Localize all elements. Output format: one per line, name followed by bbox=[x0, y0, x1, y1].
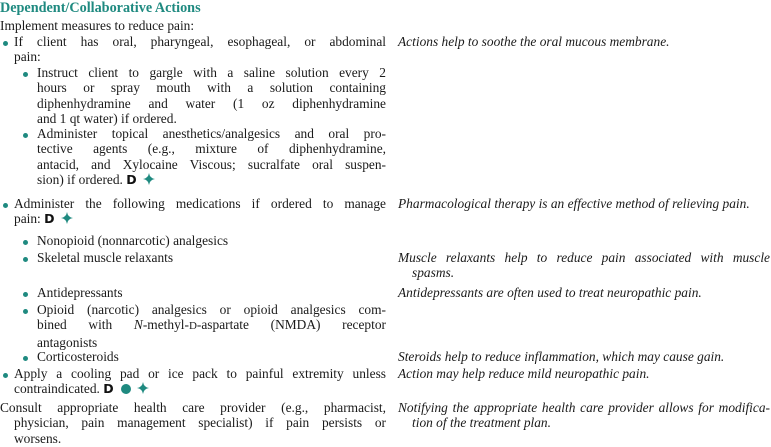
rationale-consult: Notifying the appropriate health care provider allows for modifica- tion of the treatment plan. bbox=[398, 400, 770, 431]
intro-text: Implement measures to reduce pain: bbox=[0, 18, 195, 33]
list-item-antidepressants: Antidepressants bbox=[37, 285, 123, 300]
dependent-marker: D bbox=[44, 211, 55, 227]
bullet-icon bbox=[23, 257, 28, 262]
bullet-icon bbox=[23, 292, 28, 297]
star-icon bbox=[143, 173, 155, 185]
bullet-icon bbox=[3, 41, 8, 46]
rationale-medications: Pharmacological therapy is an effective method of relieving pain. bbox=[398, 196, 750, 211]
section-heading: Dependent/Collaborative Actions bbox=[0, 0, 201, 16]
list-item-gargle: Instruct client to gargle with a saline solution every 2 hours or spray mouth with a solution containing diphenhydramine and water (1 oz diphenhydramine and 1 qt water) if ordered. bbox=[37, 65, 386, 126]
rationale-cooling: Action may help reduce mild neuropathic pain. bbox=[398, 366, 650, 381]
bullet-icon bbox=[23, 133, 28, 138]
circle-icon bbox=[121, 384, 131, 394]
list-item-nonopioid: Nonopioid (nonnarcotic) analgesics bbox=[37, 233, 229, 248]
bullet-icon bbox=[23, 309, 28, 314]
star-icon bbox=[137, 382, 149, 394]
list-item-skeletal: Skeletal muscle relaxants bbox=[37, 250, 174, 265]
list-item-medications: Administer the following medications if ordered to manage pain: D bbox=[14, 196, 386, 227]
bullet-icon bbox=[3, 203, 8, 208]
bullet-icon bbox=[23, 240, 28, 245]
list-item-oral-pain: If client has oral, pharyngeal, esophageal, or abdominal pain: bbox=[14, 34, 386, 65]
consult-text: Consult appropriate health care provider (e.g., pharmacist, physician, pain management specialist) if pain persists or worsens. bbox=[0, 400, 386, 446]
rationale-corticosteroids: Steroids help to reduce inflammation, which may cause gain. bbox=[398, 349, 725, 364]
list-item-opioid: Opioid (narcotic) analgesics or opioid analgesics com- bined with N-methyl-D-aspartate (NMDA) receptor antagonists bbox=[37, 302, 386, 350]
rationale-skeletal: Muscle relaxants help to reduce pain associated with muscle spasms. bbox=[398, 250, 770, 281]
list-item-cooling: Apply a cooling pad or ice pack to painful extremity unless contraindicated. D bbox=[14, 366, 386, 397]
bullet-icon bbox=[23, 72, 28, 77]
rationale-antidepressants: Antidepressants are often used to treat neuropathic pain. bbox=[398, 285, 702, 300]
dependent-marker: D bbox=[126, 171, 137, 187]
list-item-corticosteroids: Corticosteroids bbox=[37, 349, 119, 364]
bullet-icon bbox=[3, 373, 8, 378]
rationale-oral-pain: Actions help to soothe the oral mucous membrane. bbox=[398, 34, 670, 49]
dependent-marker: D bbox=[103, 381, 114, 397]
bullet-icon bbox=[23, 356, 28, 361]
list-item-topical: Administer topical anesthetics/analgesics and oral pro- tective agents (e.g., mixture of diphenhydramine, antacid, and Xylocaine Viscous; sucralfate oral suspen- sion) if ordered. D bbox=[37, 126, 386, 187]
star-icon bbox=[61, 212, 73, 224]
